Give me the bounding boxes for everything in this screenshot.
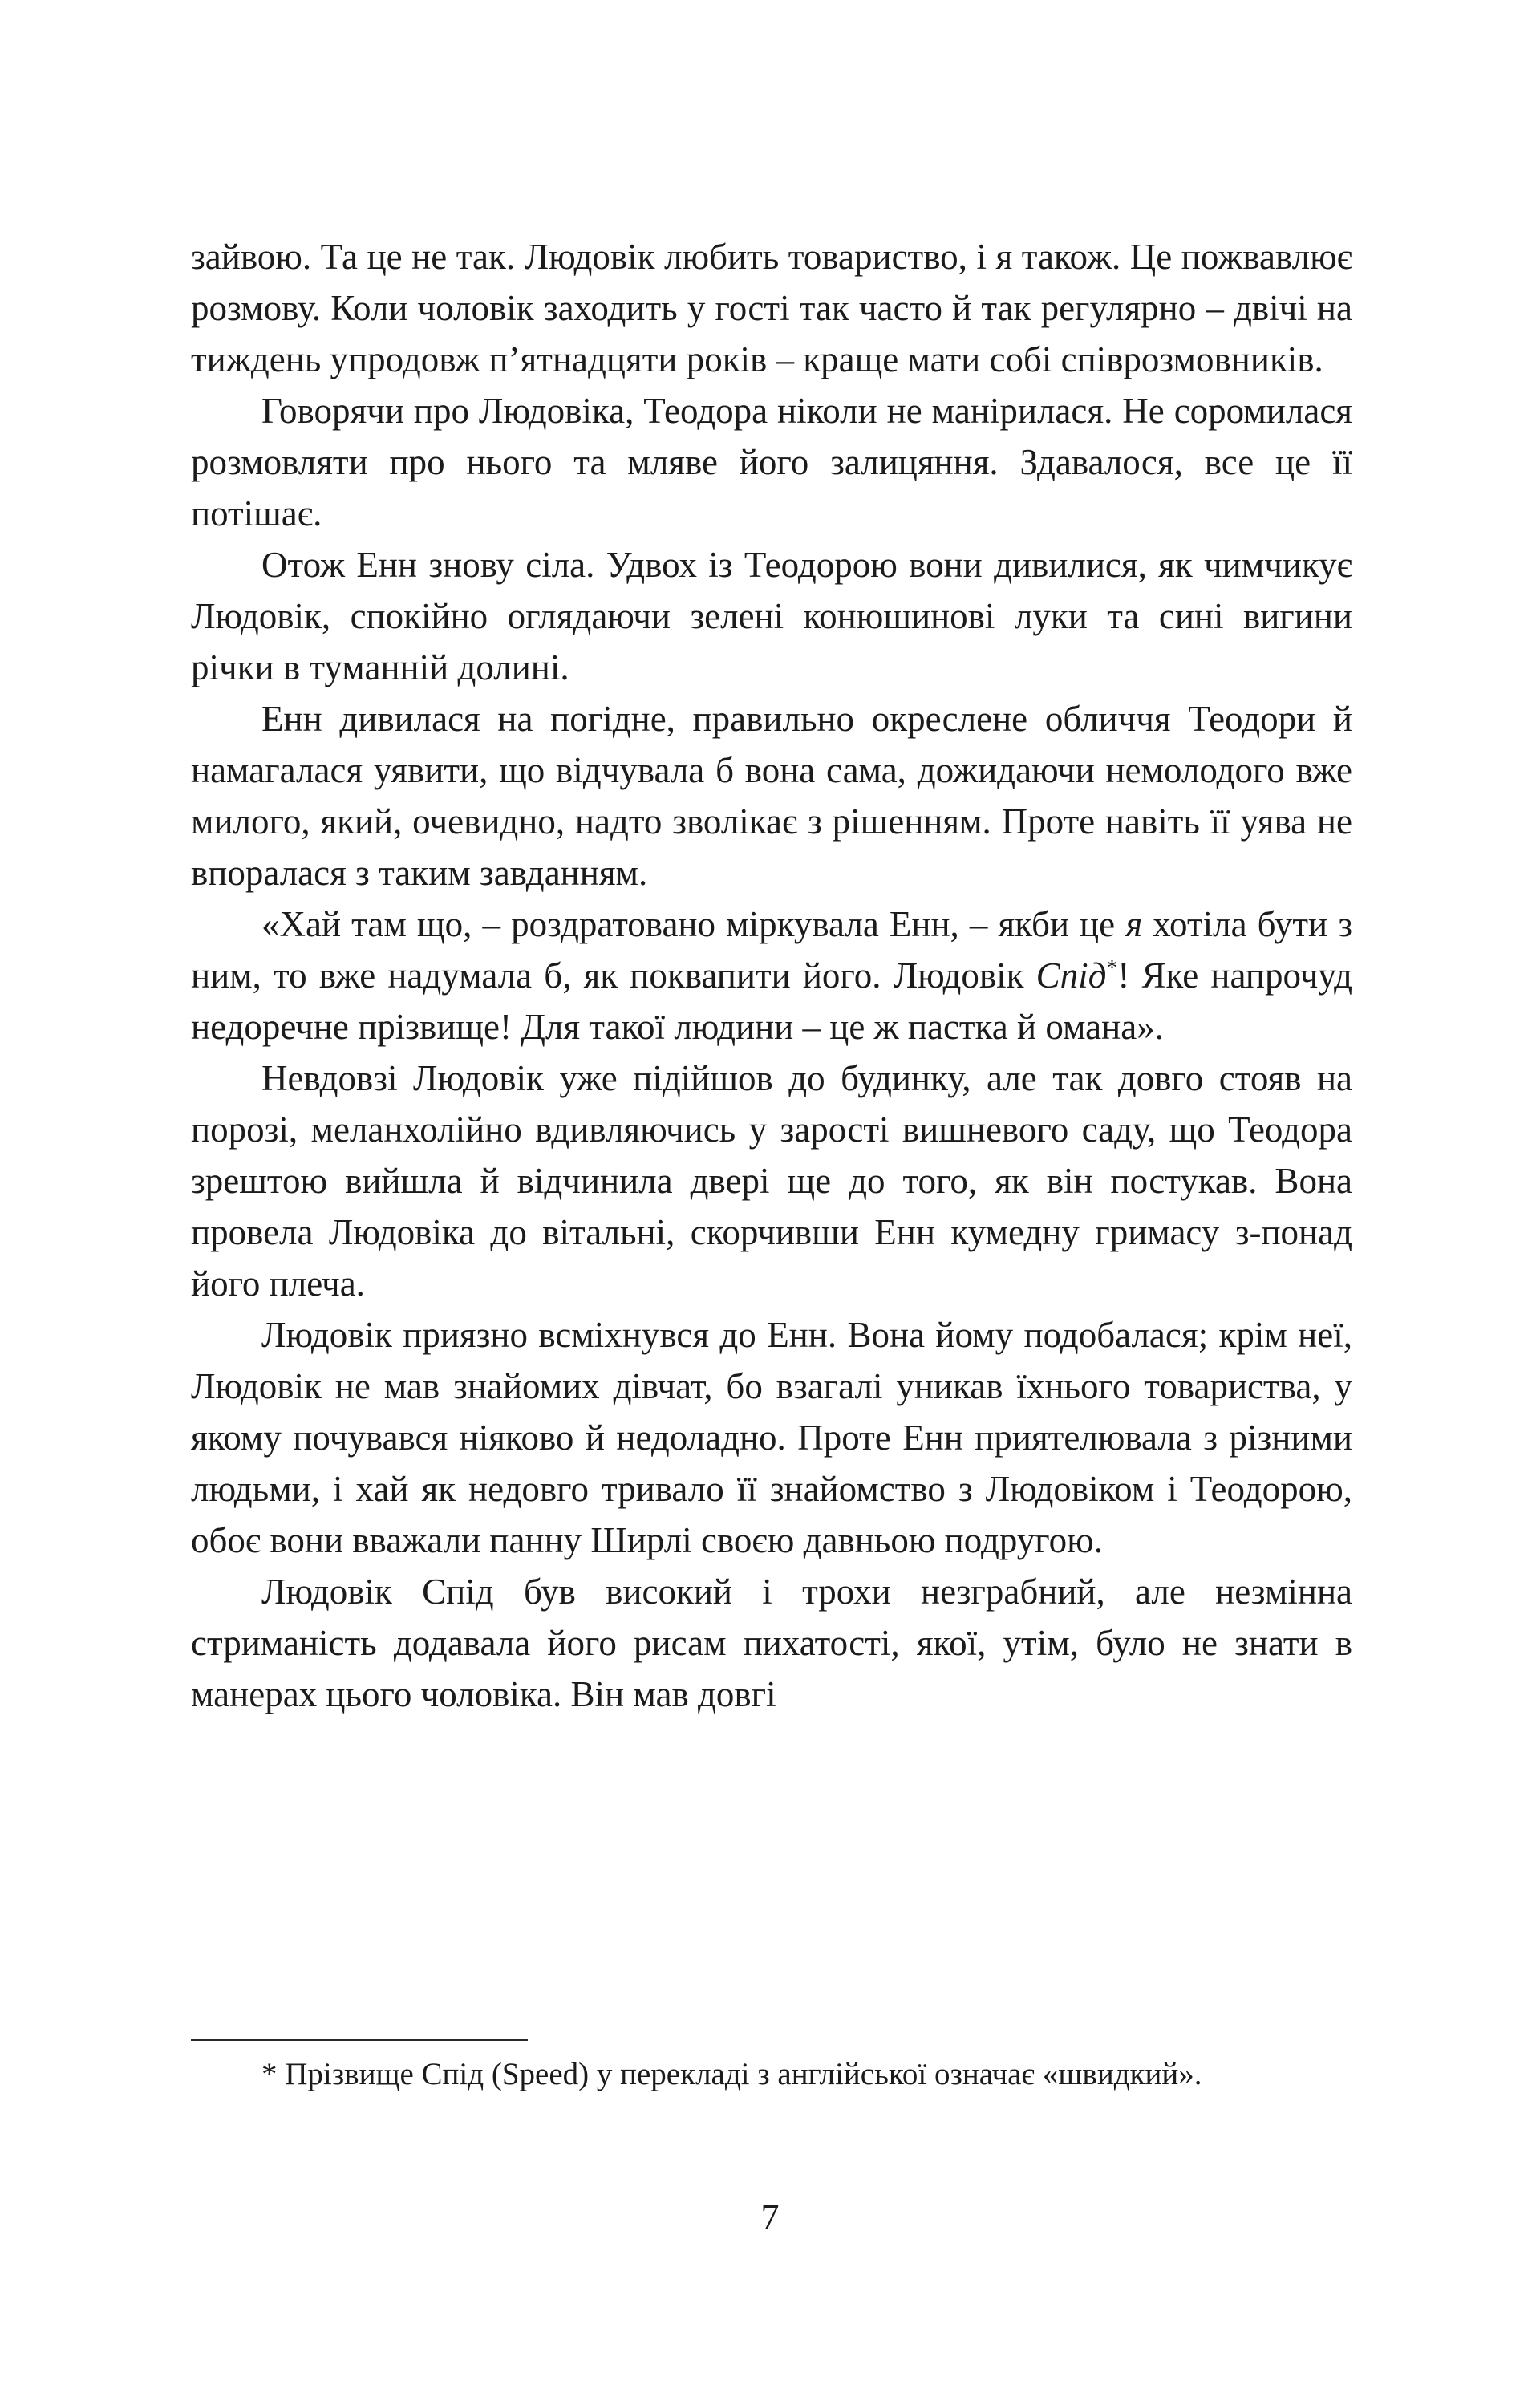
paragraph	[191, 1566, 1352, 1720]
text-run: Говорячи про Людовіка, Теодора ніколи не манірилася. Не соромилася розмовляти про нього та мляве його залицяння. Здавалося, все це її потішає.	[191, 391, 1352, 533]
paragraph	[191, 539, 1352, 693]
paragraph	[191, 385, 1352, 539]
text-run: Отож Енн знову сіла. Удвох із Теодорою вони дивилися, як чимчикує Людовік, спокійно оглядаючи зелені конюшинові луки та сині вигини річки в туманній долині.	[191, 545, 1352, 687]
body-text	[191, 231, 1352, 1720]
text-run: хотіла бути з ним, то вже надумала б, як поквапити його. Людовік	[191, 904, 1352, 996]
paragraph	[191, 231, 1352, 385]
footnote-divider	[191, 2039, 528, 2041]
page-number: 7	[760, 2196, 780, 2237]
text-run: Людовік приязно всміхнувся до Енн. Вона йому подобалася; крім неї, Людовік не мав знайомих дівчат, бо взагалі уникав їхнього товариства, у якому почувався ніяково й недоладно. Проте Енн приятелювала з різними людьми, і хай як недовго тривало її знайомство з Людовіком і Теодорою, обоє вони вважали панну Ширлі своєю давньою подругою.	[191, 1315, 1352, 1560]
text-run: ! Яке напрочуд недоречне прізвище! Для такої людини – це ж пастка й омана».	[191, 955, 1352, 1047]
text-run: Енн дивилася на погідне, правильно окреслене обличчя Теодори й намагалася уявити, що відчувала б вона сама, дожидаючи немолодого вже милого, який, очевидно, надто зволікає з рішенням. Проте навіть її уява не впоралася з таким завданням.	[191, 699, 1352, 893]
text-run: Людовік Спід був високий і трохи незграбний, але незмінна стриманість додавала його рисам пихатості, якої, утім, було не знати в манерах цього чоловіка. Він мав довгі	[191, 1572, 1352, 1714]
paragraph	[191, 898, 1352, 1052]
footnote: * Прізвище Спід (Speed) у перекладі з англійської означає «швидкий».	[261, 2057, 1202, 2091]
footnote-marker: *	[1106, 955, 1118, 980]
text-run: зайвою. Та це не так. Людовік любить товариство, і я також. Це пожвавлює розмову. Коли чоловік заходить у гості так часто й так регулярно – двічі на тиждень упродовж п’ятнадцяти років – краще мати собі співрозмовників.	[191, 237, 1352, 379]
footnote-block	[191, 2039, 1352, 2097]
paragraph	[191, 1309, 1352, 1566]
paragraph	[191, 693, 1352, 898]
italic-run: Спід	[1035, 955, 1107, 996]
text-run: Невдовзі Людовік уже підійшов до будинку, але так довго стояв на порозі, меланхолійно вдивляючись у зарості вишневого саду, що Теодора зрештою вийшла й відчинила двері ще до того, як він постукав. Вона провела Людовіка до вітальні, скорчивши Енн кумедну гримасу з-понад його плеча.	[191, 1058, 1352, 1304]
text-run: «Хай там що, – роздратовано міркувала Енн, – якби це	[261, 904, 1126, 944]
italic-run: я	[1125, 904, 1143, 944]
paragraph	[191, 1052, 1352, 1309]
